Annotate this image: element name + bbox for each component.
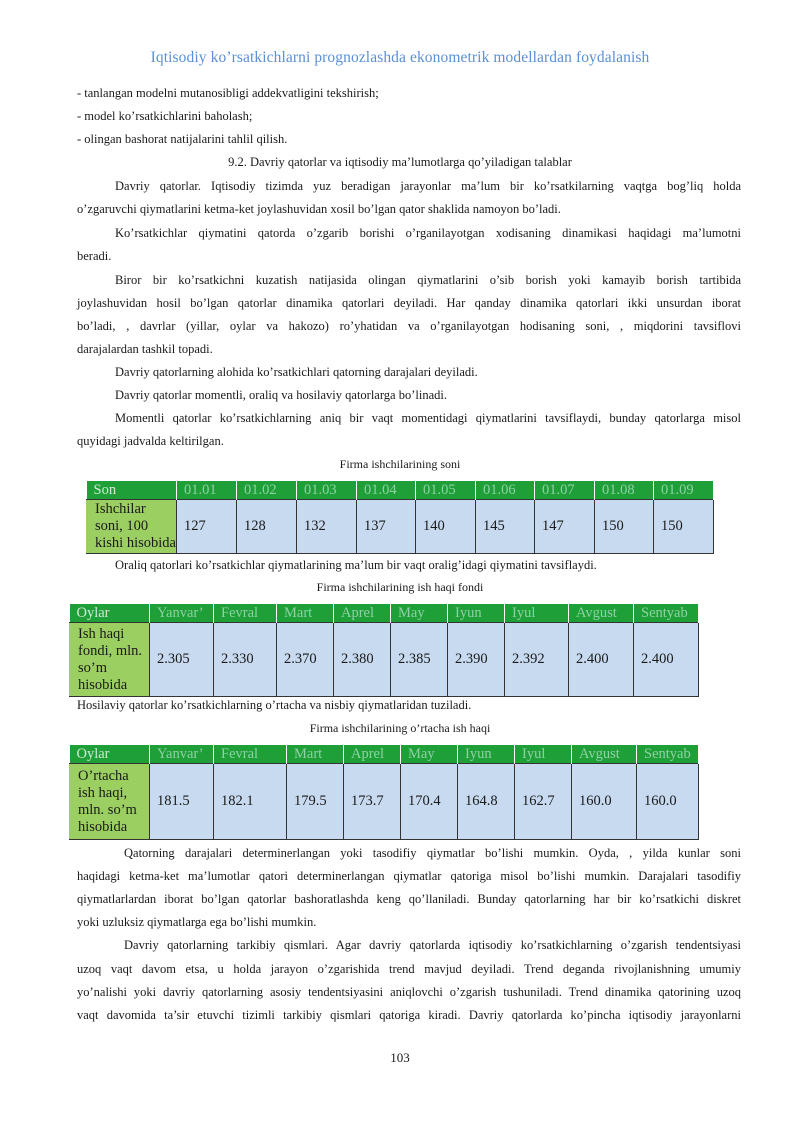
table-cell: 170.4	[401, 764, 458, 840]
paragraph-line: qiymatlarlardan iborat bo’lgan qatorlar bashoratlashda keng qo’llaniladi. Bunday qatorlarning har bir ko’rsatkichi diskret	[77, 892, 741, 906]
paragraph-line: Davriy qatorlar. Iqtisodiy tizimda yuz beradigan jarayonlar ma’lum bir ko’rsatkilarning vaqtga bog’liq holda	[115, 179, 741, 193]
header-cell: Sentyab	[634, 604, 699, 623]
paragraph-line: yo’nalishi yoki davriy qatorlarning asosiy tendentsiyasini aniqlovchi o’zgarish tushuniladi. Trend dinamika qatorining uzoq	[77, 985, 741, 999]
table-header-row	[70, 604, 699, 623]
header-cell: Avgust	[569, 604, 634, 623]
header-cell: 01.03	[297, 481, 357, 500]
header-cell: Fevral	[214, 604, 277, 623]
table-caption: Firma ishchilarining o’rtacha ish haqi	[309, 721, 491, 735]
table-worker-count	[86, 481, 714, 554]
table-row	[70, 764, 699, 840]
table-cell: 182.1	[214, 764, 287, 840]
header-cell: Avgust	[572, 745, 637, 764]
table-header-row	[70, 745, 699, 764]
table-cell: 164.8	[458, 764, 515, 840]
table-cell: 132	[297, 500, 357, 554]
paragraph-line: uzoq vaqt davom etsa, u holda jarayon o’zgarishida trend mavjud deyiladi. Trend deganda rivojlanishning umumiy	[77, 962, 741, 976]
paragraph-line: Biror bir ko’rsatkichni kuzatish natijasida olingan qiymatlarini o’sib borish yoki kamayib borish tartibida	[115, 273, 741, 287]
table-cell: 128	[237, 500, 297, 554]
table-cell: 2.385	[391, 623, 448, 697]
paragraph-line: Oraliq qatorlari ko’rsatkichlar qiymatlarining ma’lum bir vaqt oralig’idagi qiymatini tavsiflaydi.	[115, 558, 597, 572]
paragraph-line: Davriy qatorlarning tarkibiy qismlari. Agar davriy qatorlarda iqtisodiy ko’rsatkichlarning o’zgarish tendentsiyasi	[124, 938, 741, 952]
header-cell: 01.09	[654, 481, 714, 500]
header-cell: Iyul	[505, 604, 569, 623]
paragraph-line: Ko’rsatkichlar qiymatini qatorda o’zgarib borishi o’rganilayotgan xodisaning dinamikasi haqidagi ma’lumotni	[115, 226, 741, 240]
header-cell: May	[391, 604, 448, 623]
header-cell: Aprel	[334, 604, 391, 623]
table-row	[70, 623, 699, 697]
header-cell: Mart	[277, 604, 334, 623]
table-cell: 181.5	[150, 764, 214, 840]
table-cell: 173.7	[344, 764, 401, 840]
paragraph-line: Davriy qatorlarning alohida ko’rsatkichlari qatorning darajalari deyiladi.	[115, 365, 478, 379]
header-cell: Mart	[287, 745, 344, 764]
bullet-item: - tanlangan modelni mutanosibligi addekvatligini tekshirish;	[77, 86, 379, 100]
section-title: 9.2. Davriy qatorlar va iqtisodiy ma’lumotlarga qo’yiladigan talablar	[228, 155, 572, 169]
table-cell: 147	[535, 500, 595, 554]
header-cell: Fevral	[214, 745, 287, 764]
header-cell: Sentyab	[637, 745, 699, 764]
header-cell: Yanvar’	[150, 604, 214, 623]
table-cell: 162.7	[515, 764, 572, 840]
header-cell: 01.05	[416, 481, 476, 500]
header-cell: 01.01	[177, 481, 237, 500]
table-average-wage	[69, 745, 699, 840]
paragraph-line: quyidagi jadvalda keltirilgan.	[77, 434, 224, 448]
bullet-item: - olingan bashorat natijalarini tahlil qilish.	[77, 132, 288, 146]
header-cell: Oylar	[70, 745, 150, 764]
table-cell: 2.392	[505, 623, 569, 697]
header-cell: Oylar	[70, 604, 150, 623]
table-caption: Firma ishchilarining soni	[339, 457, 461, 471]
header-cell: 01.02	[237, 481, 297, 500]
paragraph-line: Davriy qatorlar momentli, oraliq va hosilaviy qatorlarga bo’linadi.	[115, 388, 447, 402]
header-cell: 01.04	[357, 481, 416, 500]
table-cell: 2.305	[150, 623, 214, 697]
table-cell: 145	[476, 500, 535, 554]
paragraph-line: o’zgaruvchi qiymatlarini ketma-ket joylashuvidan xosil bo’lgan qator shaklida namoyon bo’ladi.	[77, 202, 561, 216]
table-header-row	[87, 481, 714, 500]
paragraph-line: Momentli qatorlar ko’rsatkichlarning aniq bir vaqt momentidagi qiymatlarini tavsiflaydi, bunday qatorlarga misol	[115, 411, 741, 425]
header-cell: 01.07	[535, 481, 595, 500]
paragraph-line: Qatorning darajalari determinerlangan yoki tasodifiy qiymatlar bo’lishi mumkin. Oyda, , yilda kunlar soni	[124, 846, 741, 860]
table-cell: 2.330	[214, 623, 277, 697]
header-cell: Yanvar’	[150, 745, 214, 764]
header-cell: Iyun	[458, 745, 515, 764]
paragraph-line: haqidagi ketma-ket ma’lumotlar qatori determinerlangan qiymatlar qatoriga misol bo’lishi mumkin. Darajalari tasodifiy	[77, 869, 741, 883]
table-cell: 127	[177, 500, 237, 554]
header-cell: Iyun	[448, 604, 505, 623]
row-label: Ish haqi fondi, mln. so’m hisobida	[70, 623, 150, 697]
header-cell: Iyul	[515, 745, 572, 764]
table-cell: 150	[595, 500, 654, 554]
table-cell: 2.400	[634, 623, 699, 697]
paragraph-line: Hosilaviy qatorlar ko’rsatkichlarning o’rtacha va nisbiy qiymatlaridan tuziladi.	[77, 698, 472, 712]
paragraph-line: joylashuvidan hosil bo’lgan qatorlar dinamika qatorlari deyiladi. Har qanday dinamika qatorlari ikki unsurdan iborat	[77, 296, 741, 310]
header-cell: Son	[87, 481, 177, 500]
header-cell: Aprel	[344, 745, 401, 764]
table-cell: 137	[357, 500, 416, 554]
table-cell: 160.0	[637, 764, 699, 840]
header-cell: 01.06	[476, 481, 535, 500]
paragraph-line: darajalardan tashkil topadi.	[77, 342, 213, 356]
page-number: 103	[390, 1050, 410, 1065]
table-cell: 2.380	[334, 623, 391, 697]
header-cell: 01.08	[595, 481, 654, 500]
table-caption: Firma ishchilarining ish haqi fondi	[316, 580, 484, 594]
header-cell: May	[401, 745, 458, 764]
table-cell: 2.390	[448, 623, 505, 697]
paragraph-line: vaqt davomida ta’sir etuvchi tizimli tarkibiy qismlari qatoriga kiradi. Davriy qatorlarda ko’pincha iqtisodiy jarayonlarni	[77, 1008, 741, 1022]
running-header: Iqtisodiy ko’rsatkichlarni prognozlashda ekonometrik modellardan foydalanish	[150, 49, 650, 66]
paragraph-line: yoki uzluksiz qiymatlarga ega bo’lishi mumkin.	[77, 915, 317, 929]
paragraph-line: beradi.	[77, 249, 112, 263]
paragraph-line: bo’ladi, , davrlar (yillar, oylar va hakozo) ro’yhatidan va o’rganilayotgan hodisaning soni, , miqdorini tavsiflovi	[77, 319, 741, 333]
row-label: O’rtacha ish haqi, mln. so’m hisobida	[70, 764, 150, 840]
table-wage-fund	[69, 604, 699, 697]
row-label: Ishchilar soni, 100 kishi hisobida	[87, 500, 177, 554]
bullet-item: - model ko’rsatkichlarini baholash;	[77, 109, 253, 123]
table-cell: 160.0	[572, 764, 637, 840]
table-cell: 140	[416, 500, 476, 554]
table-cell: 2.400	[569, 623, 634, 697]
table-cell: 2.370	[277, 623, 334, 697]
table-cell: 179.5	[287, 764, 344, 840]
table-cell: 150	[654, 500, 714, 554]
table-row	[87, 500, 714, 554]
